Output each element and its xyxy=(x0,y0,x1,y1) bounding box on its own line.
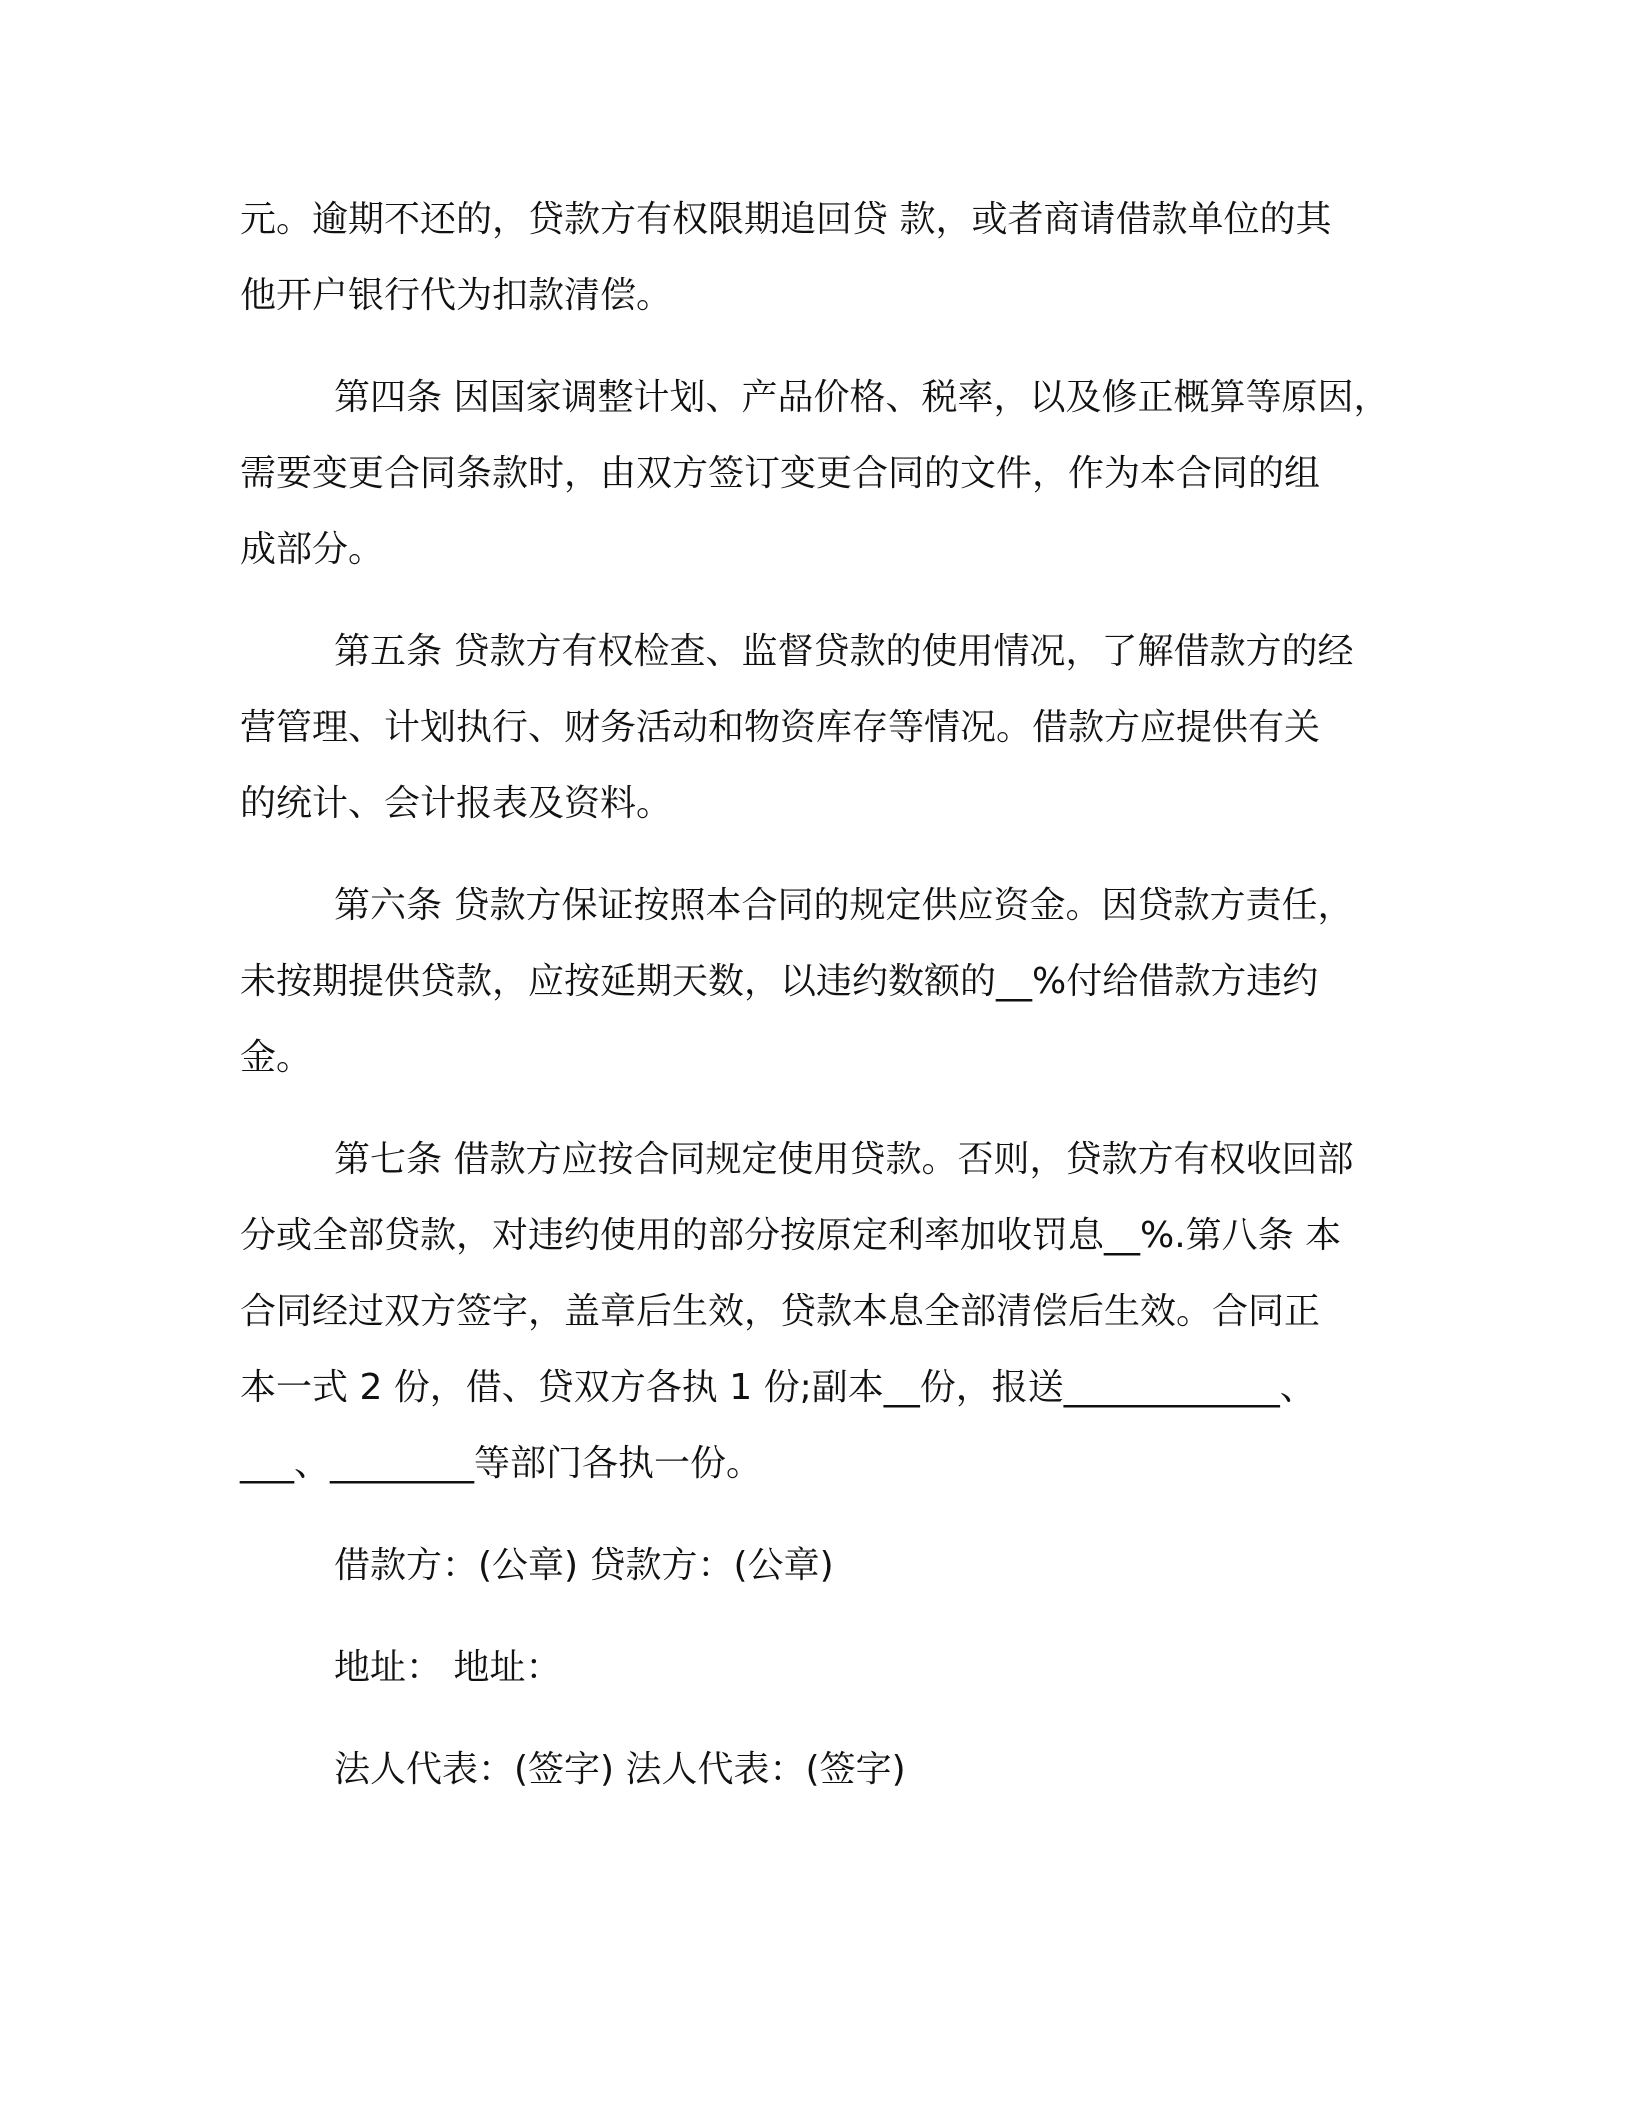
text-line: 本一式 2 份，借、贷双方各执 1 份;副本__份，报送____________、 xyxy=(240,1367,1316,1408)
text-line: 营管理、计划执行、财务活动和物资库存等情况。借款方应提供有关 xyxy=(240,707,1321,748)
article-5-heading-line: 第五条 贷款方有权检查、监督贷款的使用情况，了解借款方的经 xyxy=(334,631,1354,672)
article-4-heading-line: 第四条 因国家调整计划、产品价格、税率，以及修正概算等原因， xyxy=(334,377,1390,418)
text-line: 合同经过双方签字，盖章后生效，贷款本息全部清偿后生效。合同正 xyxy=(240,1291,1321,1332)
address-line: 地址： 地址： xyxy=(334,1647,562,1688)
text-line: 金。 xyxy=(240,1037,313,1078)
text-line: ___、________等部门各执一份。 xyxy=(240,1443,763,1484)
text-line: 分或全部贷款，对违约使用的部分按原定利率加收罚息__%.第八条 本 xyxy=(240,1215,1342,1256)
article-6-heading-line: 第六条 贷款方保证按照本合同的规定供应资金。因贷款方责任， xyxy=(334,885,1354,926)
text-line: 成部分。 xyxy=(240,529,385,570)
text-line: 未按期提供贷款，应按延期天数，以违约数额的__%付给借款方违约 xyxy=(240,961,1319,1002)
text-line: 他开户银行代为扣款清偿。 xyxy=(240,275,673,316)
article-7-heading-line: 第七条 借款方应按合同规定使用贷款。否则，贷款方有权收回部 xyxy=(334,1139,1354,1180)
legal-representative-line: 法人代表：(签字) 法人代表：(签字) xyxy=(334,1749,906,1790)
text-line: 需要变更合同条款时，由双方签订变更合同的文件，作为本合同的组 xyxy=(240,453,1321,494)
text-line: 元。逾期不还的，贷款方有权限期追回贷 款，或者商请借款单位的其 xyxy=(240,199,1332,240)
text-line: 的统计、会计报表及资料。 xyxy=(240,783,673,824)
signature-parties-line: 借款方：(公章) 贷款方：(公章) xyxy=(334,1545,834,1586)
